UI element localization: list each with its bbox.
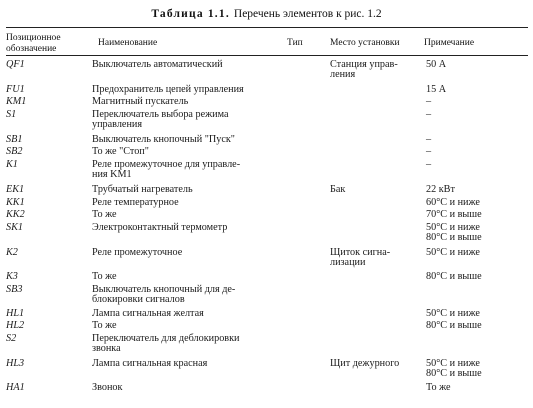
cell-name: Выключатель кнопочный "Пуск" (92, 134, 235, 145)
cell-note: 70°С и выше (426, 209, 482, 220)
cell-note: 50°С и ниже 80°С и выше (426, 222, 482, 244)
cell-name: Лампа сигнальная желтая (92, 308, 204, 319)
cell-note: – (426, 109, 432, 120)
cell-position: S1 (6, 109, 17, 120)
cell-position: HL3 (6, 358, 25, 369)
cell-note: 60°С и ниже (426, 197, 480, 208)
cell-position: S2 (6, 333, 17, 344)
cell-note: 80°С и выше (426, 271, 482, 282)
column-header-position: Позиционное обозначение (6, 33, 61, 54)
cell-position: HL1 (6, 308, 25, 319)
cell-note: – (426, 146, 432, 157)
cell-name: Лампа сигнальная красная (92, 358, 208, 369)
cell-name: Предохранитель цепей управления (92, 84, 244, 95)
cell-note: 80°С и выше (426, 320, 482, 331)
cell-note: – (426, 96, 432, 107)
cell-note: – (426, 134, 432, 145)
cell-name: Выключатель кнопочный для де- блокировки сигналов (92, 284, 236, 306)
cell-position: SK1 (6, 222, 23, 233)
cell-note: 15 А (426, 84, 447, 95)
cell-position: FU1 (6, 84, 25, 95)
cell-position: KK2 (6, 209, 25, 220)
cell-position: K1 (6, 159, 18, 170)
cell-name: То же (92, 320, 117, 331)
cell-name: Реле промежуточное для управле- ния KM1 (92, 159, 241, 181)
column-header-place: Место установки (330, 38, 400, 48)
cell-name: Электроконтактный термометр (92, 222, 228, 233)
cell-name: Магнитный пускатель (92, 96, 189, 107)
cell-position: QF1 (6, 59, 25, 70)
cell-position: EK1 (6, 184, 25, 195)
cell-place: Щит дежурного (330, 358, 400, 369)
cell-name: То же (92, 271, 117, 282)
caption-label: Таблица 1.1. (151, 8, 230, 20)
header-bottom-rule (6, 55, 528, 56)
column-header-note: Примечание (424, 38, 475, 48)
cell-position: K3 (6, 271, 18, 282)
caption-text: Перечень элементов к рис. 1.2 (233, 8, 382, 20)
cell-note: 50°С и ниже (426, 247, 480, 258)
cell-name: Реле промежуточное (92, 247, 183, 258)
cell-note: 50°С и ниже (426, 308, 480, 319)
cell-position: HL2 (6, 320, 25, 331)
cell-note: То же (426, 382, 451, 393)
column-header-type: Тип (287, 38, 303, 48)
cell-name: Выключатель автоматический (92, 59, 223, 70)
cell-note: 22 кВт (426, 184, 455, 195)
cell-position: KK1 (6, 197, 25, 208)
cell-name: Переключатель выбора режима управления (92, 109, 229, 131)
cell-name: Звонок (92, 382, 123, 393)
column-header-name: Наименование (98, 38, 158, 48)
cell-name: Переключатель для деблокировки звонка (92, 333, 240, 355)
cell-note: 50°С и ниже 80°С и выше (426, 358, 482, 380)
table-caption (0, 8, 533, 20)
cell-note: 50 А (426, 59, 447, 70)
header-top-rule (6, 27, 528, 28)
cell-name: То же "Стоп" (92, 146, 149, 157)
cell-position: K2 (6, 247, 18, 258)
cell-place: Щиток сигна- лизации (330, 247, 391, 269)
cell-position: KM1 (6, 96, 27, 107)
cell-position: SB2 (6, 146, 23, 157)
cell-name: То же (92, 209, 117, 220)
cell-name: Реле температурное (92, 197, 179, 208)
cell-place: Бак (330, 184, 346, 195)
cell-name: Трубчатый нагреватель (92, 184, 193, 195)
cell-place: Станция управ- ления (330, 59, 398, 81)
cell-note: – (426, 159, 432, 170)
cell-position: SB3 (6, 284, 23, 295)
cell-position: HA1 (6, 382, 25, 393)
cell-position: SB1 (6, 134, 23, 145)
